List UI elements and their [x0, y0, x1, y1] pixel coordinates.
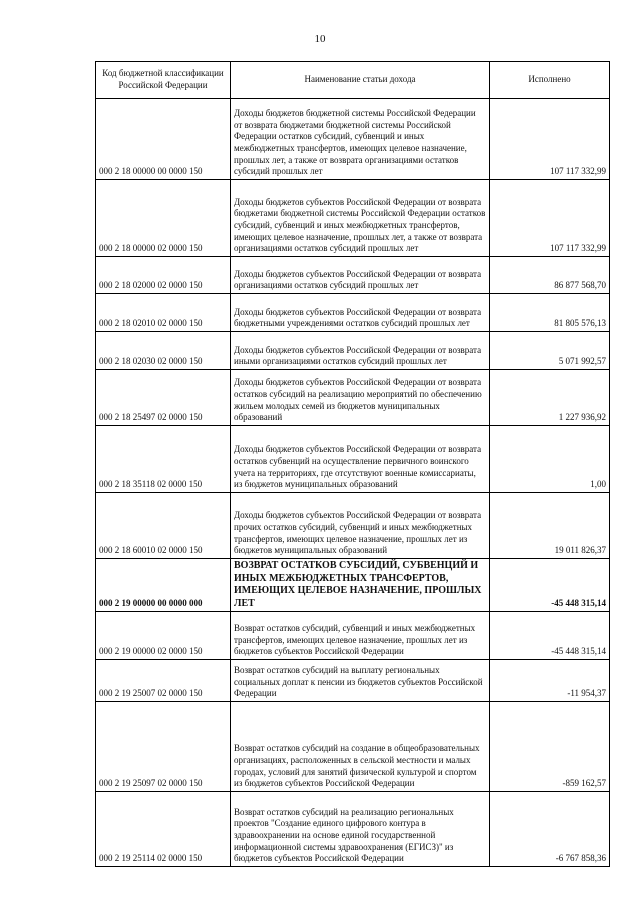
- table-header-row: [96, 62, 610, 99]
- code-cell: 000 2 18 02000 02 0000 150: [96, 257, 231, 294]
- table-row: [96, 612, 610, 660]
- table-row: [96, 702, 610, 792]
- name-cell: Доходы бюджетов субъектов Российской Федерации от возврата иными организациями остатков субсидий прошлых лет: [231, 332, 490, 370]
- table-row: [96, 426, 610, 493]
- header-name: Наименование статьи дохода: [231, 62, 490, 99]
- table-row: [96, 257, 610, 294]
- table-row: [96, 660, 610, 702]
- amount-cell: -11 954,37: [490, 660, 610, 702]
- name-cell: Возврат остатков субсидий на выплату региональных социальных доплат к пенсии из бюджетов субъектов Российской Федерации: [231, 660, 490, 702]
- name-cell: Доходы бюджетов субъектов Российской Федерации от возврата остатков субсидий на реализацию мероприятий по обеспечению жильем молодых семей из бюджетов муниципальных образований: [231, 370, 490, 426]
- page-number: 10: [314, 33, 326, 45]
- name-cell: Доходы бюджетов субъектов Российской Федерации от возврата прочих остатков субсидий, субвенций и иных межбюджетных трансфертов, имеющих целевое назначение, прошлых лет из бюджетов муниципальных образований: [231, 493, 490, 559]
- name-cell: Доходы бюджетов субъектов Российской Федерации от возврата бюджетными учреждениями остатков субсидий прошлых лет: [231, 294, 490, 332]
- table-row: [96, 370, 610, 426]
- amount-cell: 86 877 568,70: [490, 257, 610, 294]
- name-cell: Доходы бюджетов субъектов Российской Федерации от возврата бюджетами бюджетной системы Российской Федерации остатков субсидий, субвенций и иных межбюджетных трансфертов, имеющих целевое назначение, прошлых лет, а также от возврата организациями остатков субсидий прошлых лет: [231, 180, 490, 257]
- name-cell: Доходы бюджетов бюджетной системы Российской Федерации от возврата бюджетами бюджетной системы Российской Федерации остатков субсидий, субвенций и иных межбюджетных трансфертов, имеющих целевое назначение, прошлых лет, а также от возврата организациями остатков субсидий прошлых лет: [231, 99, 490, 180]
- code-cell: 000 2 18 60010 02 0000 150: [96, 493, 231, 559]
- name-cell: Возврат остатков субсидий на создание в общеобразовательных организациях, расположенных в сельской местности и малых городах, условий для занятий физической культурой и спортом из бюджетов субъектов Российской Федерации: [231, 702, 490, 792]
- table-row: [96, 559, 610, 612]
- code-cell: 000 2 19 00000 02 0000 150: [96, 612, 231, 660]
- table-row: [96, 294, 610, 332]
- code-cell: 000 2 18 00000 00 0000 150: [96, 99, 231, 180]
- table-body: [96, 99, 610, 867]
- code-cell: 000 2 18 25497 02 0000 150: [96, 370, 231, 426]
- header-code: Код бюджетной классификации Российской Федерации: [96, 62, 231, 99]
- table-row: [96, 99, 610, 180]
- revenue-table: [95, 61, 610, 867]
- amount-cell: 107 117 332,99: [490, 180, 610, 257]
- amount-cell: 107 117 332,99: [490, 99, 610, 180]
- code-cell: 000 2 19 25097 02 0000 150: [96, 702, 231, 792]
- code-cell: 000 2 18 02010 02 0000 150: [96, 294, 231, 332]
- table-row: [96, 332, 610, 370]
- name-cell: Возврат остатков субсидий на реализацию региональных проектов "Создание единого цифрового контура в здравоохранении на основе единой государственной информационной системы здравоохранения (ЕГИСЗ)" из бюджетов субъектов Российской Федерации: [231, 792, 490, 867]
- table-row: [96, 180, 610, 257]
- amount-cell: 81 805 576,13: [490, 294, 610, 332]
- name-cell: Возврат остатков субсидий, субвенций и иных межбюджетных трансфертов, имеющих целевое назначение, прошлых лет из бюджетов субъектов Российской Федерации: [231, 612, 490, 660]
- code-cell: 000 2 19 25114 02 0000 150: [96, 792, 231, 867]
- amount-cell: 19 011 826,37: [490, 493, 610, 559]
- name-cell: Доходы бюджетов субъектов Российской Федерации от возврата организациями остатков субсидий прошлых лет: [231, 257, 490, 294]
- amount-cell: -859 162,57: [490, 702, 610, 792]
- table-row: [96, 792, 610, 867]
- table-row: [96, 493, 610, 559]
- code-cell: 000 2 19 00000 00 0000 000: [96, 559, 231, 612]
- code-cell: 000 2 19 25007 02 0000 150: [96, 660, 231, 702]
- code-cell: 000 2 18 02030 02 0000 150: [96, 332, 231, 370]
- amount-cell: 1,00: [490, 426, 610, 493]
- amount-cell: -45 448 315,14: [490, 612, 610, 660]
- amount-cell: -45 448 315,14: [490, 559, 610, 612]
- name-cell: Доходы бюджетов субъектов Российской Федерации от возврата остатков субвенций на осуществление первичного воинского учета на территориях, где отсутствуют военные комиссариаты, из бюджетов муниципальных образований: [231, 426, 490, 493]
- amount-cell: -6 767 858,36: [490, 792, 610, 867]
- amount-cell: 1 227 936,92: [490, 370, 610, 426]
- name-cell: ВОЗВРАТ ОСТАТКОВ СУБСИДИЙ, СУБВЕНЦИЙ И ИНЫХ МЕЖБЮДЖЕТНЫХ ТРАНСФЕРТОВ, ИМЕЮЩИХ ЦЕЛЕВОЕ НАЗНАЧЕНИЕ, ПРОШЛЫХ ЛЕТ: [231, 559, 490, 612]
- header-amount: Исполнено: [490, 62, 610, 99]
- code-cell: 000 2 18 00000 02 0000 150: [96, 180, 231, 257]
- code-cell: 000 2 18 35118 02 0000 150: [96, 426, 231, 493]
- amount-cell: 5 071 992,57: [490, 332, 610, 370]
